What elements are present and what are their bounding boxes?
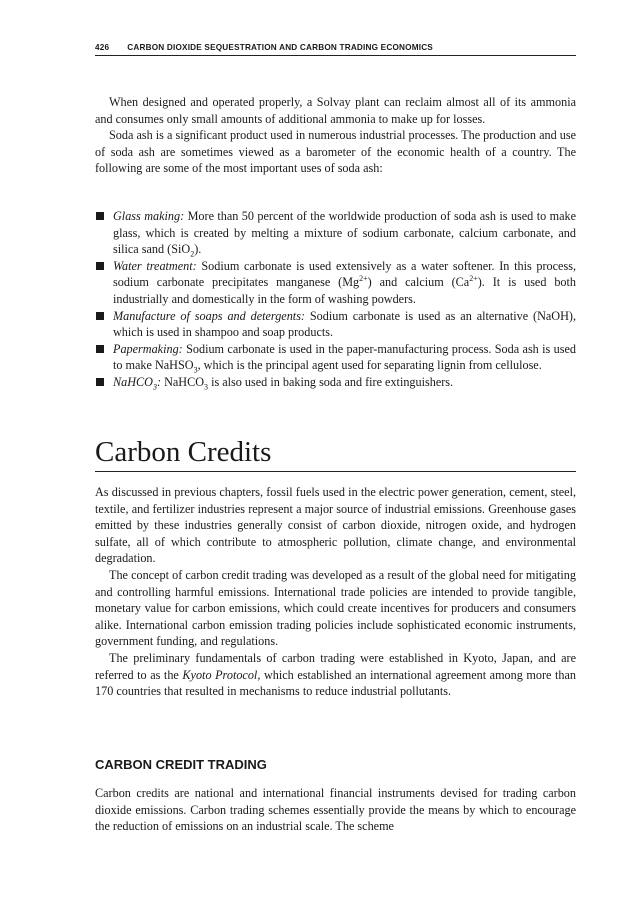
list-item: [95, 341, 576, 374]
uses-list-block: [95, 208, 576, 391]
subscript: 3: [204, 382, 209, 392]
paragraph: The concept of carbon credit trading was developed as a result of the global need for mitigating and controlling harmful emissions. International trade policies are intended to provide tangible, monetary value for carbon emissions, which could create incentives for producers and consumers alike. International carbon emission trading policies include sophisticated economic instruments, government funding, and regulations.: [95, 567, 576, 649]
paragraph: Soda ash is a significant product used in numerous industrial processes. The production and use of soda ash are sometimes viewed as a barometer of the economic health of a country. The following are some of the most important uses of soda ash:: [95, 128, 576, 176]
list-term: Glass making:: [113, 209, 185, 223]
subsection-text: [95, 785, 576, 835]
subscript: 2: [190, 249, 195, 259]
superscript: 2+: [469, 274, 478, 284]
list-item: [95, 374, 576, 391]
running-header: [95, 43, 576, 56]
list-term: Water treatment:: [113, 258, 197, 273]
intro-text: [95, 94, 576, 177]
subscript: 3: [193, 365, 198, 375]
list-text: More than 50 percent of the worldwide production of soda ash is used to make glass, which is created by melting a mixture of sodium carbonate, calcium carbonate, and silica sand (SiO: [113, 209, 577, 257]
list-text: Sodium carbonate is used in the paper-manufacturing process. Soda ash is used to make NaHSO: [113, 341, 576, 373]
list-text: ).: [194, 242, 202, 257]
list-term: Manufacture of soaps and detergents:: [113, 308, 305, 323]
paragraph-text: which established an international agreement among more than 170 countries that resulted in mechanisms to reduce industrial pollutants.: [95, 667, 577, 699]
bullet-square-icon: [96, 378, 104, 386]
list-term: Papermaking:: [113, 341, 183, 356]
bullet-square-icon: [96, 312, 104, 320]
bullet-square-icon: [96, 212, 104, 220]
bullet-square-icon: [96, 345, 104, 353]
subsection-title: CARBON CREDIT TRADING: [95, 757, 267, 772]
list-item: [95, 258, 576, 308]
list-text: Sodium carbonate is used extensively as a water softener. In this process, sodium carbonate precipitates manganese (Mg: [113, 258, 576, 290]
paragraph-italic: Kyoto Protocol,: [182, 667, 261, 682]
list-text: , which is the principal agent used for separating lignin from cellulose.: [197, 358, 542, 373]
paragraph-text: The preliminary fundamentals of carbon trading were established in Kyoto, Japan, and are referred to as the: [95, 650, 576, 682]
list-text: Sodium carbonate is used as an alternative (NaOH), which is used in shampoo and soap products.: [113, 308, 577, 340]
list-term: [113, 374, 162, 392]
list-item: [95, 308, 576, 341]
list-text: NaHCO: [164, 374, 205, 389]
list-term-text: NaHCO: [113, 374, 153, 389]
running-title: CARBON DIOXIDE SEQUESTRATION AND CARBON TRADING ECONOMICS: [127, 43, 433, 52]
list-text: ) and calcium (Ca: [367, 275, 470, 290]
list-item: [95, 208, 576, 258]
bullet-square-icon: [96, 262, 104, 270]
page-number: 426: [95, 43, 110, 52]
subscript: 3: [152, 382, 157, 392]
paragraph: When designed and operated properly, a Solvay plant can reclaim almost all of its ammonia and consumes only small amounts of additional ammonia to make up for losses.: [95, 95, 576, 126]
list-text: ). It is used both industrially and domestically in the form of washing powders.: [113, 275, 577, 306]
paragraph: Carbon credits are national and international financial instruments devised for trading carbon dioxide emissions. Carbon trading schemes essentially provide the means by which to encourage the reduction of emissions on an industrial scale. The scheme: [95, 786, 576, 834]
section-text: [95, 484, 576, 700]
list-text: is also used in baking soda and fire extinguishers.: [211, 374, 454, 389]
superscript: 2+: [359, 274, 368, 284]
section-title: Carbon Credits: [95, 435, 576, 472]
paragraph: As discussed in previous chapters, fossil fuels used in the electric power generation, cement, steel, textile, and fertilizer industries represent a major source of industrial emissions. Greenhouse gases emitted by these industries generally consist of carbon dioxide, nitrogen oxide, and hydrogen sulfate, all of which contribute to atmospheric pollution, climate change, and environmental degradation.: [95, 485, 576, 566]
paragraph: [95, 650, 576, 700]
list-term-text: :: [156, 374, 162, 389]
uses-list: [95, 208, 576, 391]
